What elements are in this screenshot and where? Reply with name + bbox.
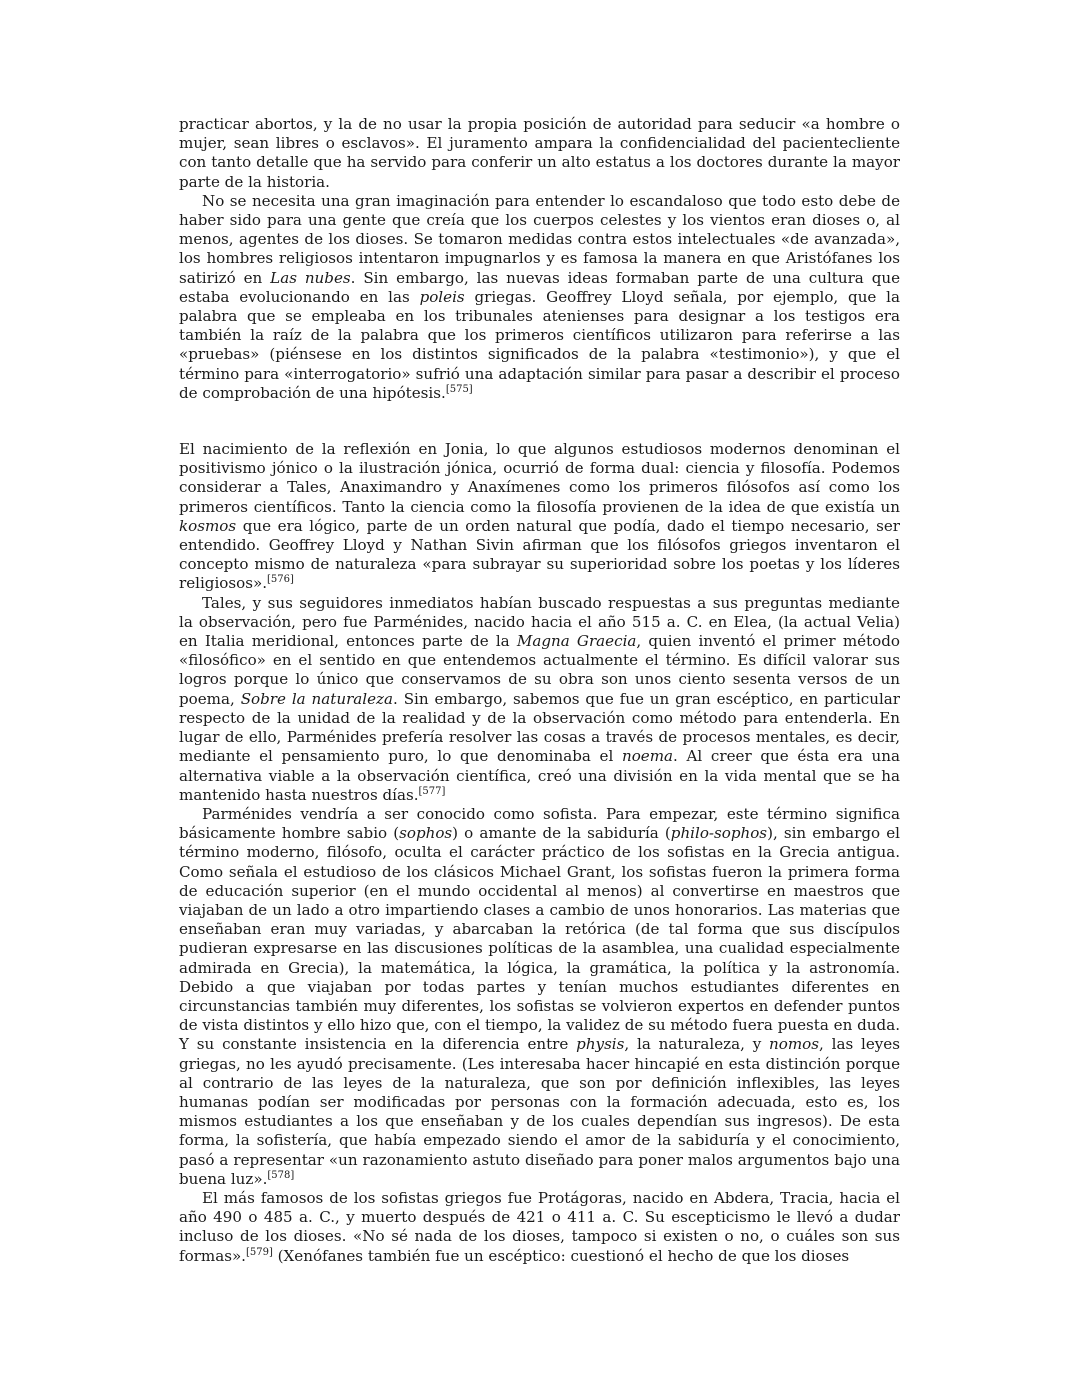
text-run: practicar abortos, y la de no usar la propia posición de autoridad para seducir «a hombre o mujer, sean libres o esclavos». El juramento ampara la confidencialidad del pacientecliente con tanto detalle que ha servido para conferir un alto estatus a los doctores durante la mayor parte de la historia. xyxy=(179,115,900,191)
paragraph xyxy=(179,805,900,1189)
paragraph xyxy=(179,115,900,192)
italic-term: Las nubes xyxy=(270,268,351,287)
footnote-ref: [575] xyxy=(445,383,473,395)
text-run: Parménides vendría a ser conocido como sofista. Para empezar, este término significa básicamente hombre sabio ( xyxy=(179,804,900,843)
text-run: que era lógico, parte de un orden natural que podía, dado el tiempo necesario, ser entendido. Geoffrey Lloyd y Nathan Sivin afirman que los filósofos griegos inventaron el concepto mismo de naturaleza «para subrayar su superioridad sobre los poetas y los líderes religiosos». xyxy=(179,516,900,593)
paragraph xyxy=(179,440,900,594)
document-page xyxy=(179,115,900,1266)
text-run: (Xenófanes también fue un escéptico: cuestionó el hecho de que los dioses xyxy=(272,1246,850,1265)
text-run: Tales, y sus seguidores inmediatos habían buscado respuestas a sus preguntas mediante la observación, pero fue Parménides, nacido hacia el año 515 a. C. en Elea, (la actual Velia) en Italia meridional, entonces parte de la xyxy=(179,593,900,651)
italic-term: philo-sophos xyxy=(670,824,768,843)
text-run: , quien inventó el primer método «filosófico» en el sentido en que entendemos actualmente el término. Es difícil valorar sus logros porque lo único que conservamos de su obra son unos ciento sesenta versos de un poema, xyxy=(179,632,900,708)
text-run: ) o amante de la sabiduría ( xyxy=(452,824,671,843)
text-run: griegas. Geoffrey Lloyd señala, por ejemplo, que la palabra que se empleaba en los tribunales atenienses para designar a los testigos era también la raíz de la palabra que los primeros científicos utilizaron para referirse a las «pruebas» (piénsese en los distintos significados de la palabra «testimonio»), y que el término para «interrogatorio» sufrió una adaptación similar para pasar a describir el proceso de comprobación de una hipótesis. xyxy=(179,287,900,402)
text-run: , las leyes griegas, no les ayudó precisamente. (Les interesaba hacer hincapié en esta distinción porque al contrario de las leyes de la naturaleza, que son por definición inflexibles, las leyes humanas podían ser modificadas por personas con la formación adecuada, esto es, los mismos estudiantes a los que enseñaban y de los cuales dependían sus ingresos). De esta forma, la sofistería, que había empezado siendo el amor de la sabiduría y el conocimiento, pasó a representar «un razonamiento astuto diseñado para poner malos argumentos bajo una buena luz». xyxy=(179,1035,900,1188)
paragraph xyxy=(179,594,900,805)
text-run: . Sin embargo, las nuevas ideas formaban parte de una cultura que estaba evolucionando en las xyxy=(179,268,901,306)
italic-term: Magna Graecia xyxy=(516,632,637,651)
paragraph xyxy=(179,192,900,403)
paragraph xyxy=(179,1189,900,1266)
italic-term: physis xyxy=(576,1035,625,1054)
italic-term: Sobre la naturaleza xyxy=(240,689,393,708)
text-run: . Al creer que ésta era una alternativa viable a la observación científica, creó una división en la vida mental que se ha mantenido hasta nuestros días. xyxy=(179,747,900,804)
text-run: . Sin embargo, sabemos que fue un gran escéptico, en particular respecto de la unidad de la realidad y de la observación como método para entenderla. En lugar de ello, Parménides prefería resolver las cosas a través de procesos mentales, es decir, mediante el pensamiento puro, lo que denominaba el xyxy=(179,689,901,766)
italic-term: poleis xyxy=(419,287,465,306)
italic-term: noema xyxy=(621,747,674,766)
footnote-ref: [578] xyxy=(267,1169,295,1181)
text-run: El nacimiento de la reflexión en Jonia, lo que algunos estudiosos modernos denominan el positivismo jónico o la ilustración jónica, ocurrió de forma dual: ciencia y filosofía. Podemos considerar a Tales, Anaximandro y Anaxímenes como los primeros filósofos así como los primeros científicos. Tanto la ciencia como la filosofía provienen de la idea de que existía un xyxy=(179,440,900,516)
italic-term: nomos xyxy=(769,1035,820,1054)
footnote-ref: [579] xyxy=(245,1246,273,1258)
text-run: El más famosos de los sofistas griegos fue Protágoras, nacido en Abdera, Tracia, hacia el año 490 o 485 a. C., y muerto después de 421 o 411 a. C. Su escepticismo le llevó a dudar incluso de los dioses. «No sé nada de los dioses, tampoco si existen o no, o cuáles son sus formas». xyxy=(179,1188,900,1265)
text-run: ), sin embargo el término moderno, filósofo, oculta el carácter práctico de los sofistas en la Grecia antigua. Como señala el estudioso de los clásicos Michael Grant, los sofistas fueron la primera forma de educación superior (en el mundo occidental al menos) al convertirse en maestros que viajaban de un lado a otro impartiendo clases a cambio de unos honorarios. Las materias que enseñaban eran muy variadas, y abarcaban la retórica (de tal forma que sus discípulos pudieran expresarse en las discusiones políticas de la asamblea, una cualidad especialmente admirada en Grecia), la matemática, la lógica, la gramática, la política y la astronomía. Debido a que viajaban por todas partes y tenían muchos estudiantes diferentes en circunstancias también muy diferentes, los sofistas se volvieron expertos en defender puntos de vista distintos y ello hizo que, con el tiempo, la validez de su método fuera puesta en duda. Y su constante insistencia en la diferencia entre xyxy=(179,824,900,1054)
italic-term: sophos xyxy=(399,824,453,843)
text-run: , la naturaleza, y xyxy=(624,1035,770,1054)
italic-term: kosmos xyxy=(179,516,237,535)
text-run: No se necesita una gran imaginación para entender lo escandaloso que todo esto debe de haber sido para una gente que creía que los cuerpos celestes y los vientos eran dioses o, al menos, agentes de los dioses. Se tomaron medidas contra estos intelectuales «de avanzada», los hombres religiosos intentaron impugnarlos y es famosa la manera en que Aristófanes los satirizó en xyxy=(179,191,900,287)
footnote-ref: [576] xyxy=(267,574,294,586)
footnote-ref: [577] xyxy=(418,785,446,797)
